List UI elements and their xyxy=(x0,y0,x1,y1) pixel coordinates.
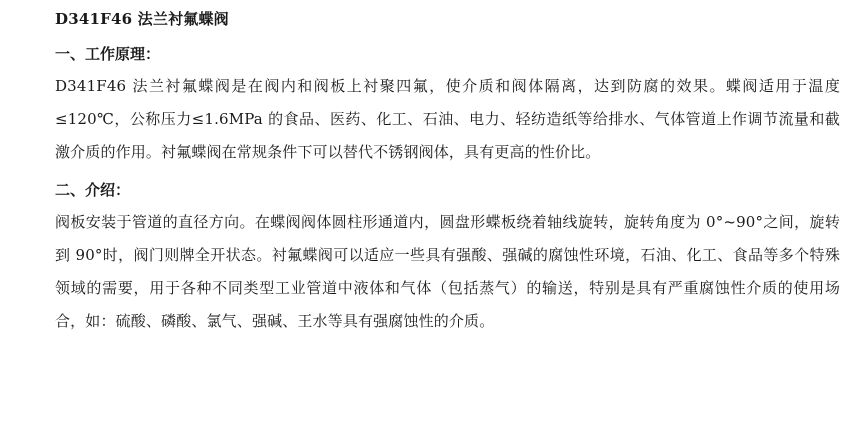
section-heading-working-principle: 一、工作原理： xyxy=(55,45,161,63)
section-paragraph-working-principle: D341F46 法兰衬氟蝶阀是在阀内和阀板上衬聚四氟，使介质和阀体隔离，达到防腐的效果。蝶阀适用于温度≤120℃，公称压力≤1.6MPa 的食品、医药、化工、石油、电力、轻纺造纸等给排水、气体管道上作调节流量和截激介质的作用。衬氟蝶阀在常规条件下可以替代不锈钢阀体，具有更高的性价比。 xyxy=(55,77,840,161)
document-title: D341F46 法兰衬氟蝶阀 xyxy=(55,10,229,28)
section-paragraph-introduction: 阀板安装于管道的直径方向。在蝶阀阀体圆柱形通道内，圆盘形蝶板绕着轴线旋转，旋转角度为 0°~90°之间，旋转到 90°时，阀门则牌全开状态。衬氟蝶阀可以适应一些具有强酸、强碱的腐蚀性环境，石油、化工、食品等多个特殊领域的需要，用于各种不同类型工业管道中液体和气体（包括蒸气）的输送，特别是具有严重腐蚀性介质的使用场合，如：硫酸、磷酸、氯气、强碱、王水等具有强腐蚀性的介质。 xyxy=(55,213,840,330)
section-heading-introduction: 二、介绍： xyxy=(55,181,131,199)
